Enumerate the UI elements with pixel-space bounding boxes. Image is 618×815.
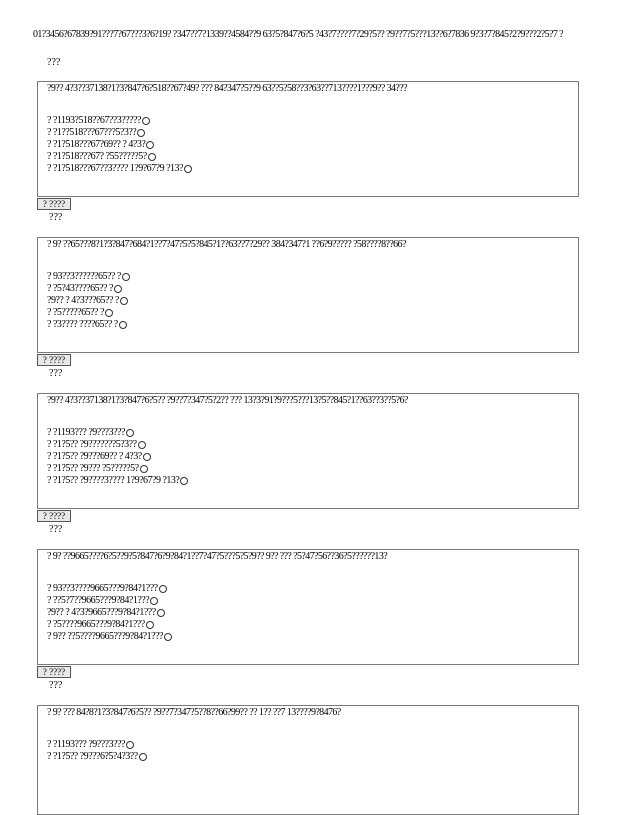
- option-5[interactable]: ? ?1?518???67??3???? 1?9?67?9 ?13?: [47, 163, 192, 175]
- radio-button[interactable]: [142, 117, 150, 125]
- radio-button[interactable]: [150, 597, 158, 605]
- intro-text: 01?3456?67839?91???7?67???3?6?19? ?347??7?1339??4584??9 63?5?847?6?5 ?43?7????7?29?5?? ?9??7?5???13??6?7836 9?3?7?845?2?9???2?5?7 ?: [33, 29, 563, 40]
- question-3-options: [47, 427, 188, 487]
- radio-button[interactable]: [114, 285, 122, 293]
- option-1[interactable]: ? ?1193??? ?9???3???: [47, 427, 188, 439]
- option-2[interactable]: ? ?1??518???67???5?3??: [47, 127, 192, 139]
- after-text-1: ???: [49, 212, 63, 223]
- question-4-title: ? 9? ??9665????6?5??9?5?847?6?9?84?1??7?47?5???5?5?9?? 9?? ??? ?5?47?56??36?5??????13?: [47, 551, 388, 562]
- radio-button[interactable]: [105, 309, 113, 317]
- question-4-options: [47, 583, 172, 643]
- option-1[interactable]: ? ?1193??? ?9???3???: [47, 739, 147, 751]
- submit-button-1[interactable]: ? ????: [37, 198, 71, 210]
- after-text-3: ???: [49, 524, 63, 535]
- radio-button[interactable]: [119, 321, 127, 329]
- question-5-options: [47, 739, 147, 763]
- radio-button[interactable]: [126, 429, 134, 437]
- question-3-box: [37, 393, 579, 509]
- question-4-box: [37, 549, 579, 665]
- radio-button[interactable]: [126, 741, 134, 749]
- submit-button-2[interactable]: ? ????: [37, 354, 71, 366]
- option-2[interactable]: ? ?1?5?? ?9???6?5?4?3??: [47, 751, 147, 763]
- question-2-box: [37, 237, 579, 353]
- radio-button[interactable]: [164, 633, 172, 641]
- option-3[interactable]: ?9?? ? 4?3???65?? ?: [47, 295, 130, 307]
- option-3[interactable]: ? ?1?5?? ?9???69?? ? 4?3?: [47, 451, 188, 463]
- option-4[interactable]: ? ?5?????65?? ?: [47, 307, 130, 319]
- radio-button[interactable]: [120, 297, 128, 305]
- radio-button[interactable]: [143, 453, 151, 461]
- question-2-options: [47, 271, 130, 331]
- radio-button[interactable]: [148, 153, 156, 161]
- option-2[interactable]: ? ??5?7??9665???9?84?1???: [47, 595, 172, 607]
- question-5-title: ? 9? ??? 84?8?1?3?847?6?5?? ?9??7?347?5??8??66?99?? ?? 1?? ??7 13????9?8476?: [47, 707, 341, 718]
- radio-button[interactable]: [146, 621, 154, 629]
- question-1-box: [37, 81, 579, 197]
- option-5[interactable]: ? 9?? ??5????9665???9?84?1???: [47, 631, 172, 643]
- question-3-title: ?9?? 4?3??37138?1?3?847?6?5?? ?9??7?347?5?2?? ??? 13?3?91?9???5???13?5??845?1??63??3??5?6?: [47, 395, 408, 406]
- radio-button[interactable]: [138, 441, 146, 449]
- submit-button-4[interactable]: ? ????: [37, 666, 71, 678]
- radio-button[interactable]: [180, 477, 188, 485]
- question-1-title: ?9?? 4?3??37138?1?3?847?6?518??67?49? ??? 84?347?5??9 63??5?58??3?63??713????1???9?? 34???: [47, 83, 407, 94]
- option-4[interactable]: ? ?5????9665???9?84?1???: [47, 619, 172, 631]
- after-text-4: ???: [49, 680, 63, 691]
- option-5[interactable]: ? ?3???? ????65?? ?: [47, 319, 130, 331]
- option-4[interactable]: ? ?1?5?? ?9??? ?5?????5?: [47, 463, 188, 475]
- option-1[interactable]: ? 93??3??????65?? ?: [47, 271, 130, 283]
- radio-button[interactable]: [157, 609, 165, 617]
- option-1[interactable]: ? 93??3????9665???9?84?1???: [47, 583, 172, 595]
- radio-button[interactable]: [122, 273, 130, 281]
- question-5-box: [37, 705, 579, 815]
- option-3[interactable]: ?9?? ? 4?3?9665???9?84?1???: [47, 607, 172, 619]
- question-2-title: ? 9? ??65???8?1?3?847?684?1??7?47?5?5?845?1??63??7?29?? 384?347?1 ??6?9????? ?58????8??66?: [47, 239, 406, 250]
- option-3[interactable]: ? ?1?518???67?69?? ? 4?3?: [47, 139, 192, 151]
- radio-button[interactable]: [146, 141, 154, 149]
- radio-button[interactable]: [140, 465, 148, 473]
- option-2[interactable]: ? ?5?43????65?? ?: [47, 283, 130, 295]
- submit-button-3[interactable]: ? ????: [37, 510, 71, 522]
- option-1[interactable]: ? ?1193?518??67??3?????: [47, 115, 192, 127]
- question-1-options: [47, 115, 192, 175]
- after-text-2: ???: [49, 368, 63, 379]
- radio-button[interactable]: [139, 753, 147, 761]
- radio-button[interactable]: [137, 129, 145, 137]
- radio-button[interactable]: [184, 165, 192, 173]
- radio-button[interactable]: [159, 585, 167, 593]
- option-2[interactable]: ? ?1?5?? ?9???????5?3??: [47, 439, 188, 451]
- option-5[interactable]: ? ?1?5?? ?9????3???? 1?9?67?9 ?13?: [47, 475, 188, 487]
- option-4[interactable]: ? ?1?518???67? ?55?????5?: [47, 151, 192, 163]
- intro-subtext: ???: [47, 57, 61, 68]
